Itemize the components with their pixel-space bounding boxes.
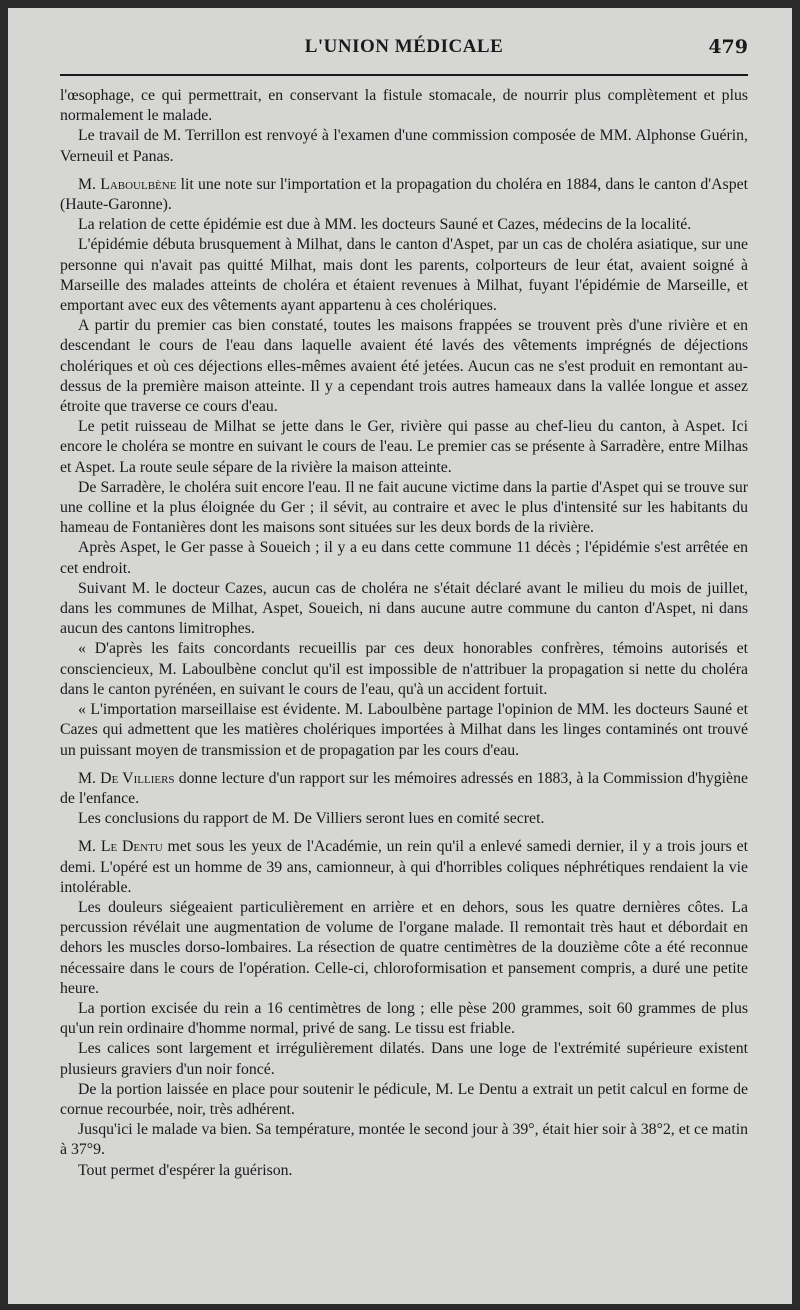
paragraph-text: A partir du premier cas bien constaté, toutes les maisons frappées se trouvent près d'une rivière et en descendant le cours de l'eau dans laquelle avaient été lavés des vêtements imprégnés de déjections cholériques et où ces déjections elles-mêmes avaient été jetées. Aucun cas ne s'est produit en remontant au-dessus de la première maison atteinte. Il y a cependant trois autres hameaux dans la vallée longue et assez étroite que traverse ce cours d'eau. [60, 317, 748, 416]
paragraph-text: Le travail de M. Terrillon est renvoyé à l'examen d'une commission composée de MM. Alphonse Guérin, Verneuil et Panas. [60, 127, 748, 165]
page-number: 479 [708, 36, 748, 58]
paragraph [60, 86, 748, 126]
document-page [8, 8, 792, 1304]
paragraph-text: De la portion laissée en place pour soutenir le pédicule, M. Le Dentu a extrait un petit calcul en forme de cornue recourbée, noir, très adhérent. [60, 1080, 748, 1118]
paragraph [60, 837, 748, 898]
paragraph-text: Suivant M. le docteur Cazes, aucun cas de choléra ne s'était déclaré avant le milieu du mois de juillet, dans les communes de Milhat, Aspet, Soueich, ni dans aucune autre commune du canton d'Aspet, ni dans aucun des cantons limitrophes. [60, 579, 748, 638]
page-header [60, 36, 748, 62]
paragraph-text: Les douleurs siégeaient particulièrement en arrière et en dehors, sous les quatre dernières côtes. La percussion révélait une augmentation de volume de l'organe malade. Il remontait très haut et débordait en dehors les muscles dorso-lombaires. La résection de quatre centimètres de la douzième côte a été reconnue nécessaire dans le cours de l'opération. Celle-ci, chloroformisation et pansement compris, a duré une petite heure. [60, 898, 748, 997]
paragraph [60, 215, 748, 235]
paragraph-text: Tout permet d'espérer la guérison. [78, 1161, 293, 1179]
paragraph [60, 417, 748, 478]
paragraph [60, 579, 748, 640]
paragraph [60, 478, 748, 539]
paragraph [60, 639, 748, 700]
paragraph [60, 898, 748, 999]
paragraph [60, 769, 748, 809]
paragraph-text: La relation de cette épidémie est due à MM. les docteurs Sauné et Cazes, médecins de la localité. [78, 216, 692, 234]
paragraph [60, 1161, 748, 1181]
paragraph [60, 538, 748, 578]
paragraph-text: l'œsophage, ce qui permettrait, en conservant la fistule stomacale, de nourrir plus complètement et plus normalement le malade. [60, 87, 748, 125]
paragraph [60, 1039, 748, 1079]
speaker-name: M. Le Dentu [78, 838, 163, 856]
header-rule [60, 74, 748, 76]
paragraph-text: « L'importation marseillaise est évidente. M. Laboulbène partage l'opinion de MM. les docteurs Sauné et Cazes qui admettent que les matières cholériques importées à Milhat dans les linges contaminés ont trouvé un puissant moyen de transmission et de propagation par les cours d'eau. [60, 701, 748, 759]
speaker-name: M. Laboulbène [78, 175, 177, 193]
paragraph-text: Les calices sont largement et irrégulièrement dilatés. Dans une loge de l'extrémité supérieure existent plusieurs graviers d'un noir foncé. [60, 1040, 748, 1078]
running-title: L'UNION MÉDICALE [304, 36, 504, 57]
paragraph-text: donne lecture d'un rapport sur les mémoires adressés en 1883, à la Commission d'hygiène de l'enfance. [60, 769, 748, 807]
paragraph-text: De Sarradère, le choléra suit encore l'eau. Il ne fait aucune victime dans la partie d'Aspet qui se trouve sur une colline et la plus éloignée du Ger ; il sévit, au contraire et avec le plus d'intensité sur les habitants du hameau de Fontanières dont les maisons sont situées sur les deux bords de la rivière. [60, 478, 748, 537]
paragraph-text: Les conclusions du rapport de M. De Villiers seront lues en comité secret. [78, 810, 545, 828]
paragraph [60, 809, 748, 829]
paragraph-text: Le petit ruisseau de Milhat se jette dans le Ger, rivière qui passe au chef-lieu du canton, à Aspet. Ici encore le choléra se montre en suivant le cours de l'eau. Le premier cas se présente à Sarradère, entre Milhas et Aspet. La route seule sépare de la rivière la maison atteinte. [60, 418, 748, 476]
paragraph [60, 316, 748, 417]
paragraph [60, 1080, 748, 1120]
paragraph [60, 175, 748, 215]
paragraph-text: La portion excisée du rein a 16 centimètres de long ; elle pèse 200 grammes, soit 60 grammes de plus qu'un rein ordinaire d'homme normal, privé de sang. Le tissu est friable. [60, 999, 748, 1038]
paragraph-text: Jusqu'ici le malade va bien. Sa température, montée le second jour à 39°, était hier soir à 38°2, et ce matin à 37°9. [60, 1121, 748, 1159]
paragraph [60, 700, 748, 761]
paragraph-text: L'épidémie débuta brusquement à Milhat, dans le canton d'Aspet, par un cas de choléra asiatique, sur une personne qui n'avait pas quitté Milhat, mais dont les parents, colporteurs de leur état, avaient soigné à Marseille des malades atteints de choléra et étaient revenues à Milhat, fuyant l'épidémie de Marseille, et emportant avec eux des vêtements ayant appartenu à ces cholériques. [60, 236, 748, 315]
paragraph [60, 235, 748, 316]
paragraph-text: « D'après les faits concordants recueillis par ces deux honorables confrères, témoins autorisés et consciencieux, M. Laboulbène conclut qu'il est impossible de n'attribuer la propagation si nette du choléra dans le canton pyrénéen, en suivant le cours de l'eau, qu'à un accident fortuit. [60, 640, 748, 698]
paragraph [60, 126, 748, 166]
paragraph-text: Après Aspet, le Ger passe à Soueich ; il y a eu dans cette commune 11 décès ; l'épidémie s'est arrêtée en cet endroit. [60, 539, 748, 577]
paragraph-text: lit une note sur l'importation et la propagation du choléra en 1884, dans le canton d'Aspet (Haute-Garonne). [60, 175, 749, 214]
speaker-name: M. De Villiers [78, 769, 175, 787]
paragraph [60, 999, 748, 1039]
paragraph [60, 1120, 748, 1160]
article-body [60, 86, 748, 1181]
paragraph-text: met sous les yeux de l'Académie, un rein qu'il a enlevé samedi dernier, il y a trois jours et demi. L'opéré est un homme de 39 ans, camionneur, à qui d'horribles coliques néphrétiques rendaient la vie intolérable. [60, 838, 748, 896]
